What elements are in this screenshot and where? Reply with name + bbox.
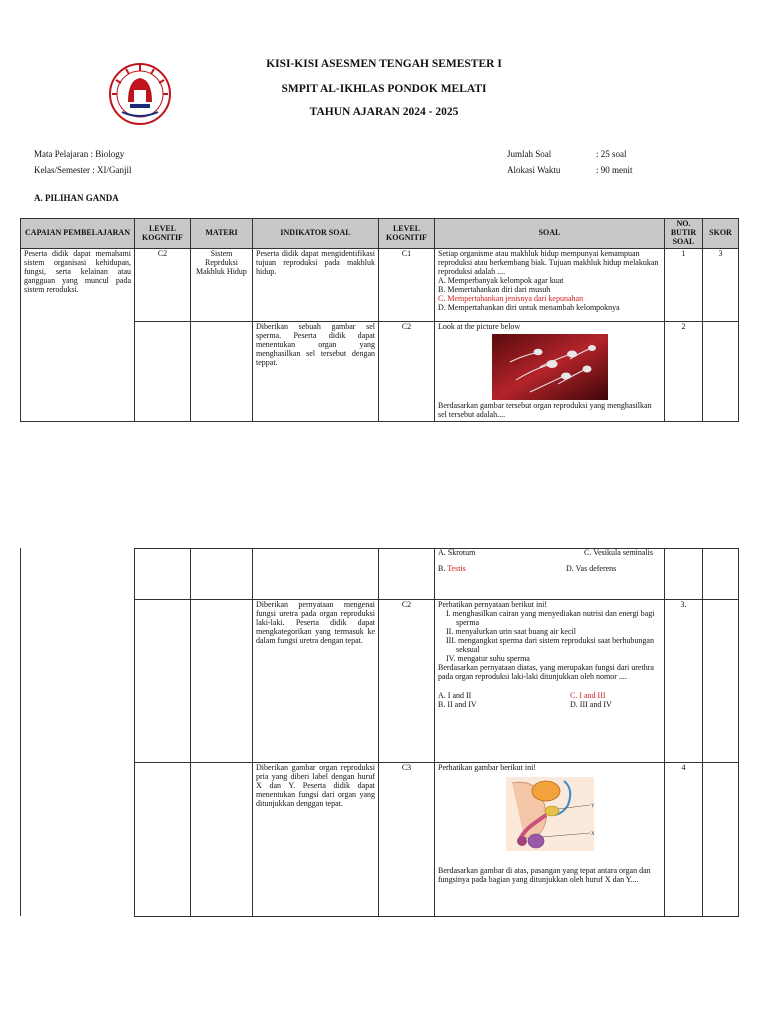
- statement-2: II. menyalurkan urin saat buang air kecil: [446, 626, 576, 636]
- level-cell: [135, 549, 191, 600]
- subject-info: Mata Pelajaran : Biology: [34, 149, 125, 159]
- col-header-no: NO. BUTIR SOAL: [665, 219, 703, 249]
- question-text: Berdasarkan gambar tersebut organ reproduksi yang menghasilkan sel tersebut adalah....: [438, 400, 652, 419]
- col-header-cp: CAPAIAN PEMBELAJARAN: [21, 219, 135, 249]
- soal-cell: [435, 322, 665, 422]
- col-header-level-2: LEVEL KOGNITIF: [379, 219, 435, 249]
- soal-cell: [435, 600, 665, 763]
- statement-1: I. menghasilkan cairan yang menyediakan nutrisi dan energi bagi sperma: [446, 608, 655, 627]
- option-b: B. Memertahankan diri dari musuh: [438, 284, 551, 294]
- soal-cell: [435, 549, 665, 600]
- question-count-value: : 25 soal: [596, 149, 627, 159]
- col-header-indikator: INDIKATOR SOAL: [253, 219, 379, 249]
- materi-cell: Sistem Reprduksi Makhluk Hidup: [191, 249, 253, 322]
- option-d: D. III and IV: [570, 699, 612, 709]
- level-2-cell: [379, 549, 435, 600]
- number-cell: 2: [665, 322, 703, 422]
- number-cell: 4: [665, 763, 703, 917]
- time-allocation-value: : 90 menit: [596, 165, 633, 175]
- col-header-skor: SKOR: [703, 219, 739, 249]
- col-header-materi: MATERI: [191, 219, 253, 249]
- option-b-answer: [438, 565, 466, 574]
- question-text: Berdasarkan gambar di atas, pasangan yang tepat antara organ dan fungsinya pada bagian yang ditunjukkan oleh huruf X dan Y....: [438, 865, 651, 884]
- question-count-label: Jumlah Soal: [507, 149, 552, 159]
- level-cell: [135, 600, 191, 763]
- option-c-answer: C. I and III: [570, 690, 606, 700]
- level-cell: C2: [135, 249, 191, 322]
- col-header-soal: SOAL: [435, 219, 665, 249]
- question-intro: Perhatikan gambar berikut ini!: [438, 763, 536, 772]
- soal-cell: [435, 249, 665, 322]
- academic-year: TAHUN AJARAN 2024 - 2025: [309, 106, 459, 118]
- table-row: [135, 600, 739, 763]
- option-b-text: Testis: [447, 563, 466, 573]
- blueprint-table: [20, 218, 739, 422]
- level-2-cell: C1: [379, 249, 435, 322]
- score-cell: [703, 549, 739, 600]
- label-x: X: [590, 831, 595, 837]
- option-b: B. II and IV: [438, 699, 477, 709]
- option-a: A. Skrotum: [438, 548, 476, 557]
- indikator-cell: [253, 549, 379, 600]
- materi-cell: [191, 763, 253, 917]
- option-c: C. Vesikula seminalis: [584, 548, 653, 557]
- table-row: [135, 549, 739, 600]
- blueprint-table-continued: [134, 548, 739, 917]
- option-a: A. I and II: [438, 690, 472, 700]
- question-intro: Perhatikan pernyataan berikut ini!: [438, 600, 548, 609]
- table-row: [21, 249, 739, 322]
- cp-cell: Peserta didik dapat memahami sistem organisasi kehidupan, fungsi, serta kelainan atau gangguan yang muncul pada sistem reroduksi.: [21, 249, 135, 422]
- sperma-image: [492, 334, 608, 400]
- statement-4: IV. mengatur suhu sperma: [446, 653, 530, 663]
- level-2-cell: C2: [379, 322, 435, 422]
- number-cell: 1: [665, 249, 703, 322]
- level-cell: [135, 763, 191, 917]
- option-b-letter: B.: [438, 563, 446, 573]
- question-text: Setiap organisme atau makhluk hidup mempunyai kemampuan reproduksi atau berkembang biak. Tujuan makhluk hidup melakukan reproduksi adalah ....: [438, 249, 659, 276]
- page-border-line: [20, 548, 21, 916]
- table-row: [135, 763, 739, 917]
- number-cell: [665, 549, 703, 600]
- class-info: Kelas/Semester : XI/Ganjil: [34, 165, 132, 175]
- male-reproductive-diagram: [502, 775, 598, 853]
- materi-cell: [191, 600, 253, 763]
- indikator-cell: Peserta didik dapat mengidentifikasi tujuan reproduksi pada makhluk hidup.: [253, 249, 379, 322]
- soal-cell: [435, 763, 665, 917]
- score-cell: [703, 763, 739, 917]
- score-cell: [703, 322, 739, 422]
- time-allocation-label: Alokasi Waktu: [507, 165, 561, 175]
- option-a: A. Memperbanyak kelompok agar kuat: [438, 275, 564, 285]
- level-2-cell: C2: [379, 600, 435, 763]
- doc-title: KISI-KISI ASESMEN TENGAH SEMESTER I: [266, 58, 502, 70]
- materi-cell: [191, 322, 253, 422]
- score-cell: 3: [703, 249, 739, 322]
- option-c-answer: C. Mempertahankan jenisnya dari kepunahan: [438, 293, 584, 303]
- label-y: Y: [590, 803, 595, 809]
- option-d: D. Vas deferens: [566, 563, 617, 573]
- table-header-row: [21, 219, 739, 249]
- indikator-cell: Diberikan gambar organ reproduksi pria yang diberi label dengan huruf X dan Y. Peserta didik dapat menentukan fungsi dari organ yang ditunjukkan denggan tepat.: [253, 763, 379, 917]
- materi-cell: [191, 549, 253, 600]
- section-title: A. PILIHAN GANDA: [34, 193, 119, 203]
- number-cell: 3.: [665, 600, 703, 763]
- indikator-cell: Diberikan pernyataan mengenai fungsi uretra pada organ reproduksi laki-laki. Peserta didik dapat mengkategorikan yang termasuk ke dalam fungsi uretra dengan tepat.: [253, 600, 379, 763]
- level-2-cell: C3: [379, 763, 435, 917]
- school-name: SMPIT AL-IKHLAS PONDOK MELATI: [281, 83, 487, 95]
- col-header-level: LEVEL KOGNITIF: [135, 219, 191, 249]
- option-d: D. Mempertahankan diri untuk menambah kelompoknya: [438, 302, 620, 312]
- question-text: Berdasarkan pernyataan diatas, yang merupakan fungsi dari urethra pada organ reproduksi laki-laki ditunjukkan oleh nomor ....: [438, 662, 654, 681]
- statement-3: III. mengangkut sperma dari sistem reproduksi saat berhubungan seksual: [446, 635, 654, 654]
- indikator-cell: Diberikan sebuah gambar sel sperma. Peserta didik dapat menentukan organ yang menghasilkan sel tersebut dengan teppat.: [253, 322, 379, 422]
- score-cell: [703, 600, 739, 763]
- level-cell: [135, 322, 191, 422]
- question-intro: Look at the picture below: [438, 322, 521, 331]
